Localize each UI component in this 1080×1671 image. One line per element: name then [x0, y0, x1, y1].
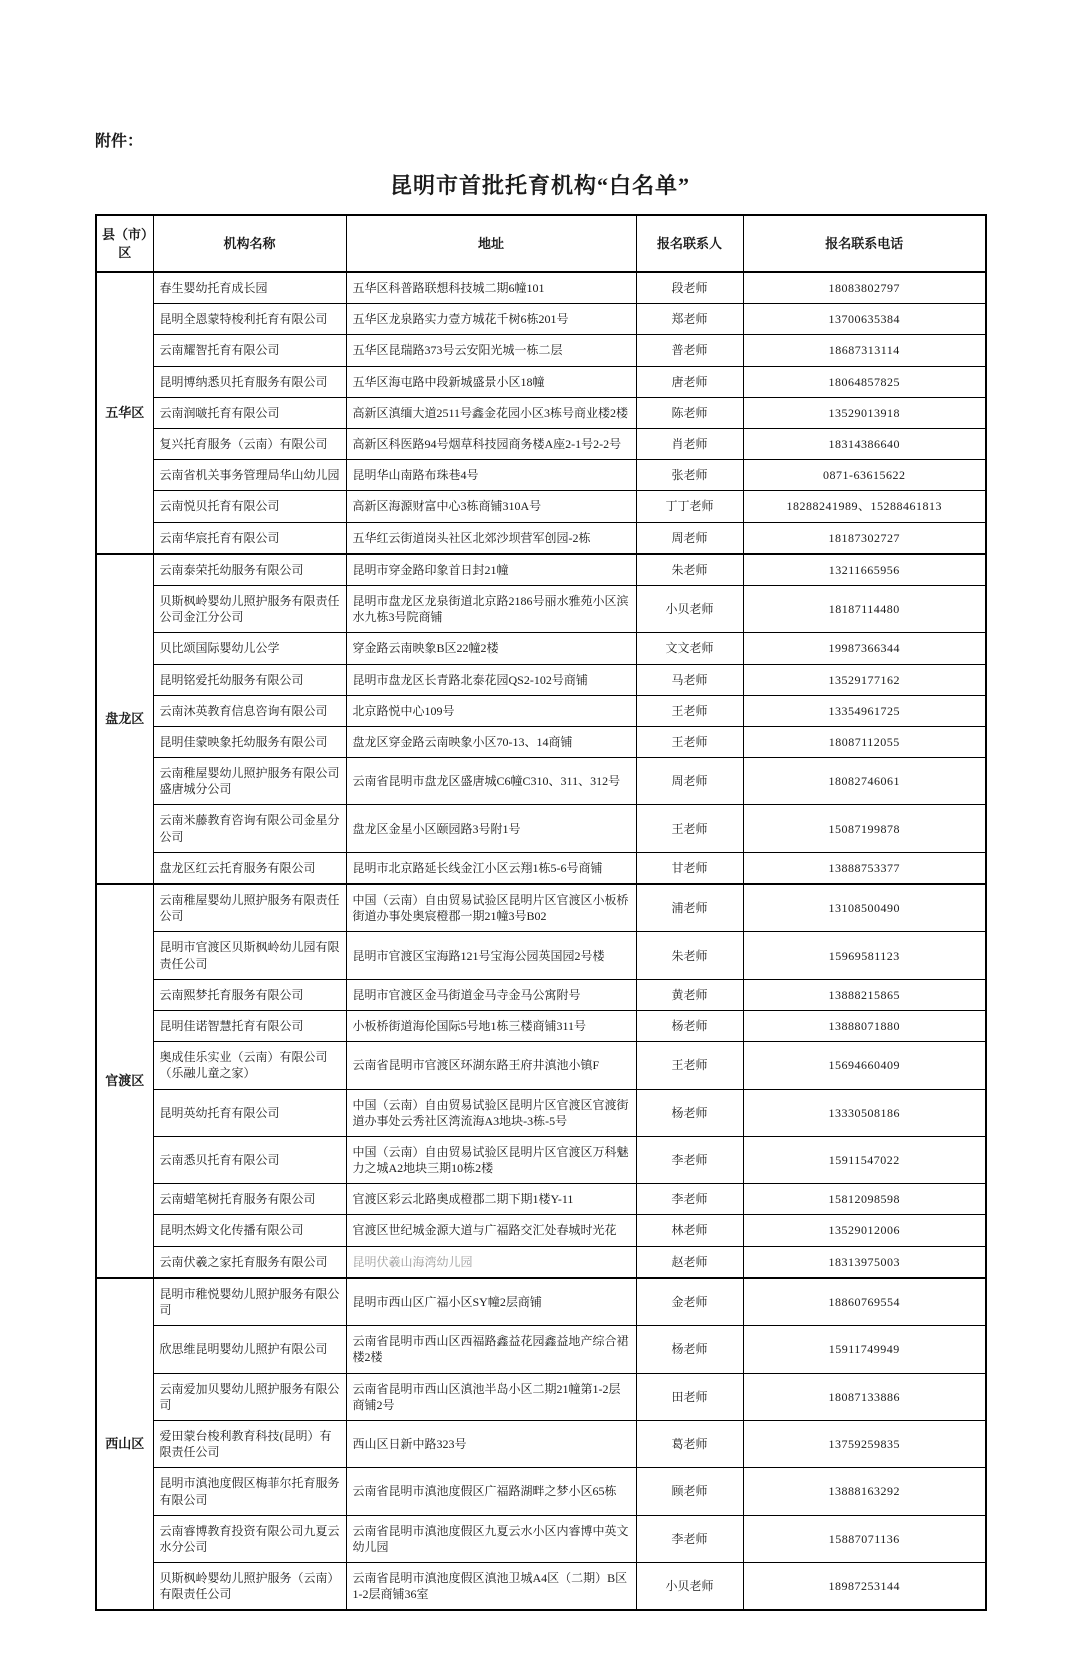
address-cell: 昆明市盘龙区长青路北泰花园QS2-102号商铺 — [346, 664, 636, 695]
table-row — [96, 884, 986, 932]
address-cell: 昆明市官渡区金马街道金马寺金马公寓附号 — [346, 979, 636, 1010]
address-cell: 昆明市西山区广福小区SY幢2层商铺 — [346, 1278, 636, 1326]
institution-name-cell: 云南润啵托育有限公司 — [153, 397, 346, 428]
table-row — [96, 758, 986, 805]
contact-person-cell: 丁丁老师 — [636, 491, 743, 522]
institution-name-cell: 昆明铭爱托幼服务有限公司 — [153, 664, 346, 695]
contact-person-cell: 金老师 — [636, 1278, 743, 1326]
contact-person-cell: 李老师 — [636, 1136, 743, 1183]
address-cell: 云南省昆明市官渡区环湖东路王府井滇池小镇F — [346, 1042, 636, 1089]
institution-name-cell: 奥成佳乐实业（云南）有限公司（乐融儿童之家） — [153, 1042, 346, 1089]
table-row — [96, 335, 986, 366]
contact-person-cell: 陈老师 — [636, 397, 743, 428]
header-contact-phone: 报名联系电话 — [743, 215, 986, 272]
institution-name-cell: 贝斯枫岭婴幼儿照护服务有限责任公司金江分公司 — [153, 585, 346, 632]
table-row — [96, 585, 986, 632]
contact-phone-cell: 13108500490 — [743, 884, 986, 932]
address-cell: 云南省昆明市盘龙区盛唐城C6幢C310、311、312号 — [346, 758, 636, 805]
table-row — [96, 366, 986, 397]
address-cell: 云南省昆明市西山区西福路鑫益花园鑫益地产综合裙楼2楼 — [346, 1326, 636, 1373]
address-cell: 五华区龙泉路实力壹方城花千树6栋201号 — [346, 304, 636, 335]
address-cell: 穿金路云南映象B区22幢2楼 — [346, 633, 636, 664]
contact-person-cell: 周老师 — [636, 522, 743, 554]
address-cell: 高新区海源财富中心3栋商铺310A号 — [346, 491, 636, 522]
contact-person-cell: 张老师 — [636, 460, 743, 491]
institution-name-cell: 复兴托育服务（云南）有限公司 — [153, 429, 346, 460]
contact-phone-cell: 13759259835 — [743, 1420, 986, 1467]
institution-name-cell: 云南耀智托育有限公司 — [153, 335, 346, 366]
contact-phone-cell: 18987253144 — [743, 1563, 986, 1611]
attachment-label: 附件： — [95, 133, 144, 150]
address-cell: 盘龙区穿金路云南映象小区70-13、14商铺 — [346, 726, 636, 757]
whitelist-table — [95, 214, 987, 1611]
contact-phone-cell: 13888753377 — [743, 852, 986, 884]
contact-person-cell: 马老师 — [636, 664, 743, 695]
contact-phone-cell: 15887071136 — [743, 1515, 986, 1562]
table-row — [96, 1373, 986, 1420]
institution-name-cell: 昆明佳诺智慧托育有限公司 — [153, 1010, 346, 1041]
institution-name-cell: 盘龙区红云托育服务有限公司 — [153, 852, 346, 884]
table-row — [96, 397, 986, 428]
district-cell: 西山区 — [96, 1278, 153, 1611]
institution-name-cell: 云南省机关事务管理局华山幼儿园 — [153, 460, 346, 491]
institution-name-cell: 爱田蒙台梭利教育科技(昆明）有限责任公司 — [153, 1420, 346, 1467]
table-row — [96, 1515, 986, 1562]
table-row — [96, 1184, 986, 1215]
table-row — [96, 522, 986, 554]
contact-phone-cell: 18064857825 — [743, 366, 986, 397]
contact-phone-cell: 18187302727 — [743, 522, 986, 554]
institution-name-cell: 云南稚屋婴幼儿照护服务有限公司盛唐城分公司 — [153, 758, 346, 805]
contact-person-cell: 李老师 — [636, 1184, 743, 1215]
contact-person-cell: 王老师 — [636, 805, 743, 852]
contact-phone-cell: 15911547022 — [743, 1136, 986, 1183]
address-cell: 昆明华山南路布珠巷4号 — [346, 460, 636, 491]
table-row — [96, 1246, 986, 1278]
institution-name-cell: 昆明市滇池度假区梅菲尔托育服务有限公司 — [153, 1468, 346, 1515]
contact-phone-cell: 13700635384 — [743, 304, 986, 335]
address-cell: 北京路悦中心109号 — [346, 695, 636, 726]
contact-phone-cell: 13888163292 — [743, 1468, 986, 1515]
contact-person-cell: 杨老师 — [636, 1089, 743, 1136]
table-row — [96, 1420, 986, 1467]
table-row — [96, 1042, 986, 1089]
address-cell: 云南省昆明市西山区滇池半岛小区二期21幢第1-2层商铺2号 — [346, 1373, 636, 1420]
address-cell: 五华红云街道岗头社区北郊沙坝营军创园-2栋 — [346, 522, 636, 554]
header-address: 地址 — [346, 215, 636, 272]
contact-phone-cell: 18687313114 — [743, 335, 986, 366]
table-row — [96, 460, 986, 491]
contact-phone-cell: 13354961725 — [743, 695, 986, 726]
table-row — [96, 1563, 986, 1611]
district-section — [96, 272, 986, 554]
contact-person-cell: 田老师 — [636, 1373, 743, 1420]
contact-person-cell: 甘老师 — [636, 852, 743, 884]
table-row — [96, 695, 986, 726]
table-row — [96, 1136, 986, 1183]
institution-name-cell: 云南稚屋婴幼儿照护服务有限责任公司 — [153, 884, 346, 932]
address-cell: 五华区海屯路中段新城盛景小区18幢 — [346, 366, 636, 397]
institution-name-cell: 昆明博纳悉贝托育服务有限公司 — [153, 366, 346, 397]
contact-person-cell: 葛老师 — [636, 1420, 743, 1467]
address-cell: 云南省昆明市滇池度假区九夏云水小区内睿博中英文幼儿园 — [346, 1515, 636, 1562]
address-cell: 云南省昆明市滇池度假区广福路湖畔之梦小区65栋 — [346, 1468, 636, 1515]
address-cell: 五华区科普路联想科技城二期6幢101 — [346, 272, 636, 304]
contact-phone-cell: 18860769554 — [743, 1278, 986, 1326]
contact-person-cell: 李老师 — [636, 1515, 743, 1562]
table-row — [96, 1278, 986, 1326]
table-row — [96, 805, 986, 852]
contact-phone-cell: 19987366344 — [743, 633, 986, 664]
contact-person-cell: 普老师 — [636, 335, 743, 366]
table-row — [96, 554, 986, 586]
institution-name-cell: 云南伏羲之家托育服务有限公司 — [153, 1246, 346, 1278]
contact-phone-cell: 18087112055 — [743, 726, 986, 757]
contact-phone-cell: 15087199878 — [743, 805, 986, 852]
address-cell: 小板桥街道海伦国际5号地1栋三楼商铺311号 — [346, 1010, 636, 1041]
institution-name-cell: 云南悦贝托育有限公司 — [153, 491, 346, 522]
contact-person-cell: 黄老师 — [636, 979, 743, 1010]
contact-phone-cell: 18083802797 — [743, 272, 986, 304]
institution-name-cell: 昆明佳蒙映象托幼服务有限公司 — [153, 726, 346, 757]
address-cell: 官渡区世纪城金源大道与广福路交汇处春城时光花 — [346, 1215, 636, 1246]
address-cell: 高新区科医路94号烟草科技园商务楼A座2-1号2-2号 — [346, 429, 636, 460]
contact-phone-cell: 18314386640 — [743, 429, 986, 460]
table-row — [96, 1010, 986, 1041]
table-row — [96, 304, 986, 335]
address-cell: 盘龙区金星小区颐园路3号附1号 — [346, 805, 636, 852]
contact-phone-cell: 13888071880 — [743, 1010, 986, 1041]
contact-person-cell: 王老师 — [636, 726, 743, 757]
contact-phone-cell: 0871-63615622 — [743, 460, 986, 491]
institution-name-cell: 春生婴幼托育成长园 — [153, 272, 346, 304]
institution-name-cell: 昆明市官渡区贝斯枫岭幼儿园有限责任公司 — [153, 932, 346, 979]
table-row — [96, 852, 986, 884]
address-cell: 官渡区彩云北路奥成橙郡二期下期1楼Y-11 — [346, 1184, 636, 1215]
address-cell: 西山区日新中路323号 — [346, 1420, 636, 1467]
institution-name-cell: 云南华宸托育有限公司 — [153, 522, 346, 554]
contact-phone-cell: 18187114480 — [743, 585, 986, 632]
contact-phone-cell: 13529177162 — [743, 664, 986, 695]
institution-name-cell: 云南米藤教育咨询有限公司金星分公司 — [153, 805, 346, 852]
contact-person-cell: 赵老师 — [636, 1246, 743, 1278]
page-title: 昆明市首批托育机构“白名单” — [389, 173, 690, 198]
institution-name-cell: 云南泰荣托幼服务有限公司 — [153, 554, 346, 586]
header-institution-name: 机构名称 — [153, 215, 346, 272]
institution-name-cell: 昆明杰姆文化传播有限公司 — [153, 1215, 346, 1246]
institution-name-cell: 云南蜡笔树托育服务有限公司 — [153, 1184, 346, 1215]
table-row — [96, 932, 986, 979]
address-cell: 高新区滇缅大道2511号鑫金花园小区3栋号商业楼2楼 — [346, 397, 636, 428]
address-cell: 中国（云南）自由贸易试验区昆明片区官渡区官渡街道办事处云秀社区湾流海A3地块-3栋-5号 — [346, 1089, 636, 1136]
header-contact-person: 报名联系人 — [636, 215, 743, 272]
institution-name-cell: 云南熙梦托育服务有限公司 — [153, 979, 346, 1010]
institution-name-cell: 欣思维昆明婴幼儿照护有限公司 — [153, 1326, 346, 1373]
contact-phone-cell: 18288241989、15288461813 — [743, 491, 986, 522]
table-row — [96, 664, 986, 695]
contact-phone-cell: 18087133886 — [743, 1373, 986, 1420]
contact-person-cell: 朱老师 — [636, 554, 743, 586]
contact-phone-cell: 13888215865 — [743, 979, 986, 1010]
district-section — [96, 554, 986, 884]
table-row — [96, 429, 986, 460]
table-row — [96, 979, 986, 1010]
contact-person-cell: 王老师 — [636, 1042, 743, 1089]
contact-person-cell: 王老师 — [636, 695, 743, 726]
contact-phone-cell: 15911749949 — [743, 1326, 986, 1373]
contact-person-cell: 浦老师 — [636, 884, 743, 932]
address-cell: 中国（云南）自由贸易试验区昆明片区官渡区小板桥街道办事处奥宸橙郡一期21幢3号B02 — [346, 884, 636, 932]
contact-person-cell: 林老师 — [636, 1215, 743, 1246]
institution-name-cell: 贝比颂国际婴幼儿公学 — [153, 633, 346, 664]
contact-phone-cell: 18082746061 — [743, 758, 986, 805]
contact-person-cell: 杨老师 — [636, 1326, 743, 1373]
table-row — [96, 1089, 986, 1136]
institution-name-cell: 昆明英幼托育有限公司 — [153, 1089, 346, 1136]
address-cell: 中国（云南）自由贸易试验区昆明片区官渡区万科魅力之城A2地块三期10栋2楼 — [346, 1136, 636, 1183]
contact-phone-cell: 15969581123 — [743, 932, 986, 979]
district-section — [96, 1278, 986, 1611]
institution-name-cell: 昆明市稚悦婴幼儿照护服务有限公司 — [153, 1278, 346, 1326]
district-cell: 五华区 — [96, 272, 153, 554]
table-row — [96, 633, 986, 664]
contact-person-cell: 顾老师 — [636, 1468, 743, 1515]
address-cell: 昆明市穿金路印象首日封21幢 — [346, 554, 636, 586]
table-header — [96, 215, 986, 272]
address-cell: 昆明市盘龙区龙泉街道北京路2186号丽水雅苑小区滨水九栋3号院商铺 — [346, 585, 636, 632]
contact-person-cell: 小贝老师 — [636, 585, 743, 632]
contact-person-cell: 杨老师 — [636, 1010, 743, 1041]
contact-person-cell: 段老师 — [636, 272, 743, 304]
institution-name-cell: 云南悉贝托育有限公司 — [153, 1136, 346, 1183]
header-district: 县（市）区 — [96, 215, 153, 272]
table-row — [96, 1215, 986, 1246]
institution-name-cell: 云南沐英教育信息咨询有限公司 — [153, 695, 346, 726]
institution-name-cell: 云南爱加贝婴幼儿照护服务有限公司 — [153, 1373, 346, 1420]
address-cell: 昆明市北京路延长线金江小区云翔1栋5-6号商铺 — [346, 852, 636, 884]
table-row — [96, 1468, 986, 1515]
table-row — [96, 491, 986, 522]
table-row — [96, 726, 986, 757]
address-cell: 昆明市官渡区宝海路121号宝海公园英国园2号楼 — [346, 932, 636, 979]
district-section — [96, 884, 986, 1278]
contact-phone-cell: 13330508186 — [743, 1089, 986, 1136]
contact-phone-cell: 13529013918 — [743, 397, 986, 428]
contact-person-cell: 肖老师 — [636, 429, 743, 460]
table-header-row — [96, 215, 986, 272]
address-cell: 五华区昆瑞路373号云安阳光城一栋二层 — [346, 335, 636, 366]
table-row — [96, 272, 986, 304]
institution-name-cell: 贝斯枫岭婴幼儿照护服务（云南）有限责任公司 — [153, 1563, 346, 1611]
contact-person-cell: 小贝老师 — [636, 1563, 743, 1611]
address-cell: 昆明伏羲山海湾幼儿园 — [346, 1246, 636, 1278]
contact-phone-cell: 15694660409 — [743, 1042, 986, 1089]
contact-phone-cell: 15812098598 — [743, 1184, 986, 1215]
contact-person-cell: 文文老师 — [636, 633, 743, 664]
table-row — [96, 1326, 986, 1373]
contact-phone-cell: 13529012006 — [743, 1215, 986, 1246]
district-cell: 盘龙区 — [96, 554, 153, 884]
institution-name-cell: 昆明全恩蒙特梭利托育有限公司 — [153, 304, 346, 335]
contact-phone-cell: 18313975003 — [743, 1246, 986, 1278]
district-cell: 官渡区 — [96, 884, 153, 1278]
contact-person-cell: 郑老师 — [636, 304, 743, 335]
institution-name-cell: 云南睿博教育投资有限公司九夏云水分公司 — [153, 1515, 346, 1562]
contact-person-cell: 朱老师 — [636, 932, 743, 979]
contact-phone-cell: 13211665956 — [743, 554, 986, 586]
address-cell: 云南省昆明市滇池度假区滇池卫城A4区（二期）B区1-2层商铺36室 — [346, 1563, 636, 1611]
contact-person-cell: 唐老师 — [636, 366, 743, 397]
contact-person-cell: 周老师 — [636, 758, 743, 805]
